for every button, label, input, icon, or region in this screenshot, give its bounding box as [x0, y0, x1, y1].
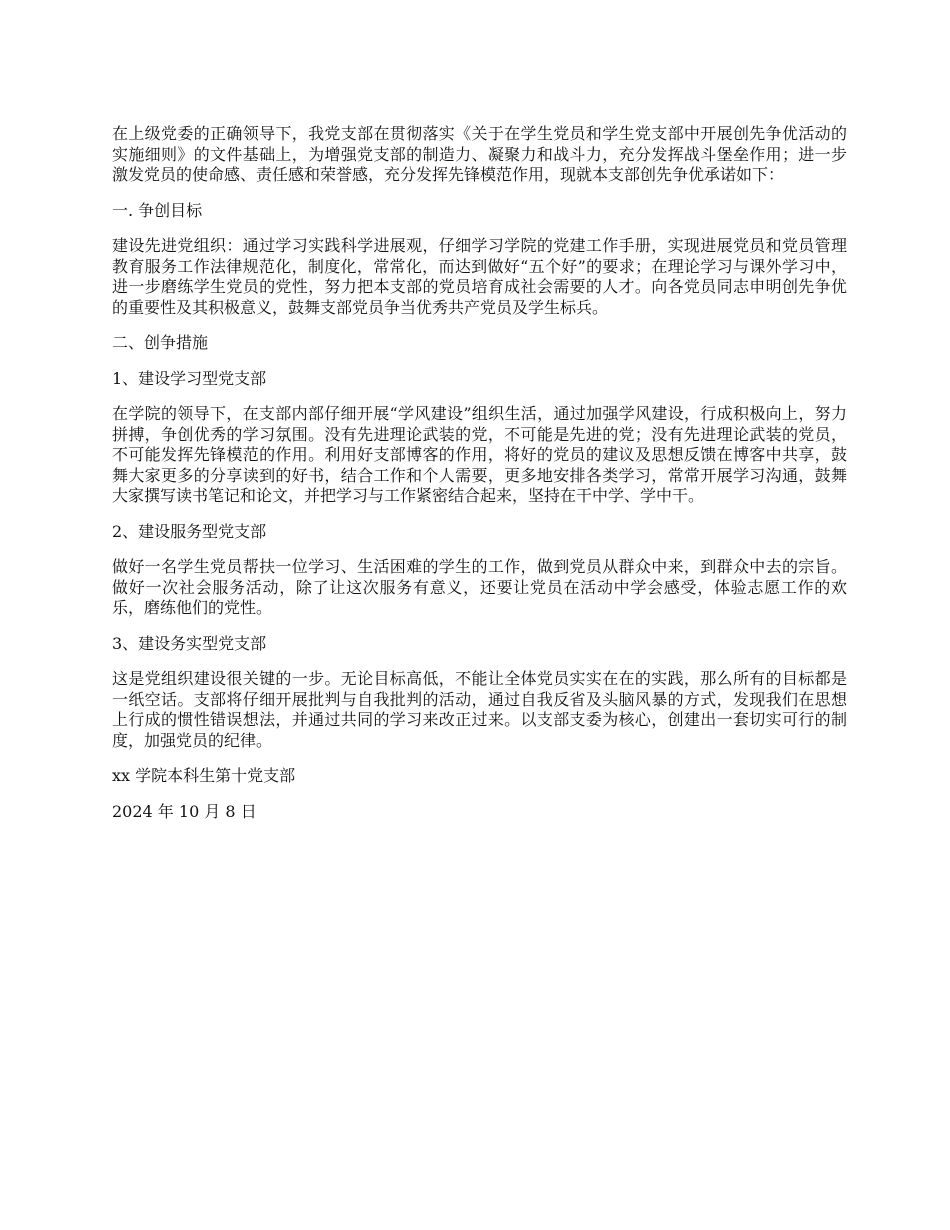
intro-paragraph: 在上级党委的正确领导下，我党支部在贯彻落实《关于在学生党员和学生党支部中开展创先争优活动的实施细则》的文件基础上，为增强党支部的制造力、凝聚力和战斗力，充分发挥战斗堡垒作用；进一步激发党员的使命感、责任感和荣誉感，充分发挥先锋模范作用，现就本支部创先争优承诺如下：	[112, 124, 847, 184]
document-page	[112, 124, 847, 837]
subheading-practical-branch: 3、建设务实型党支部	[112, 633, 267, 653]
subheading-service-branch: 2、建设服务型党支部	[112, 521, 267, 541]
section-heading-goals: 一. 争创目标	[112, 200, 203, 220]
practical-branch-paragraph: 这是党组织建设很关键的一步。无论目标高低，不能让全体党员实实在在的实践，那么所有的目标都是一纸空话。支部将仔细开展批判与自我批判的活动，通过自我反省及头脑风暴的方式，发现我们在思想上行成的惯性错误想法，并通过共同的学习来改正过来。以支部支委为核心，创建出一套切实可行的制度，加强党员的纪律。	[112, 669, 847, 750]
subheading-learning-branch: 1、建设学习型党支部	[112, 368, 267, 388]
date-line: 2024 年 10 月 8 日	[112, 801, 257, 821]
learning-branch-paragraph: 在学院的领导下，在支部内部仔细开展“学风建设”组织生活，通过加强学风建设，行成积极向上，努力拼搏，争创优秀的学习氛围。没有先进理论武装的党，不可能是先进的党；没有先进理论武装的党员，不可能发挥先锋模范的作用。利用好支部博客的作用，将好的党员的建议及思想反馈在博客中共享，鼓舞大家更多的分享读到的好书，结合工作和个人需要，更多地安排各类学习，常常开展学习沟通，鼓舞大家撰写读书笔记和论文，并把学习与工作紧密结合起来，坚持在干中学、学中干。	[112, 404, 847, 505]
service-branch-paragraph: 做好一名学生党员帮扶一位学习、生活困难的学生的工作，做到党员从群众中来，到群众中去的宗旨。做好一次社会服务活动，除了让这次服务有意义，还要让党员在活动中学会感受，体验志愿工作的欢乐，磨练他们的党性。	[112, 557, 847, 617]
goals-paragraph: 建设先进党组织：通过学习实践科学进展观，仔细学习学院的党建工作手册，实现进展党员和党员管理教育服务工作法律规范化，制度化，常常化，而达到做好“五个好”的要求；在理论学习与课外学习中，进一步磨练学生党员的党性，努力把本支部的党员培育成社会需要的人才。向各党员同志申明创先争优的重要性及其积极意义，鼓舞支部党员争当优秀共产党员及学生标兵。	[112, 236, 847, 317]
signature-line: xx 学院本科生第十党支部	[112, 766, 296, 785]
section-heading-measures: 二、创争措施	[112, 333, 209, 352]
